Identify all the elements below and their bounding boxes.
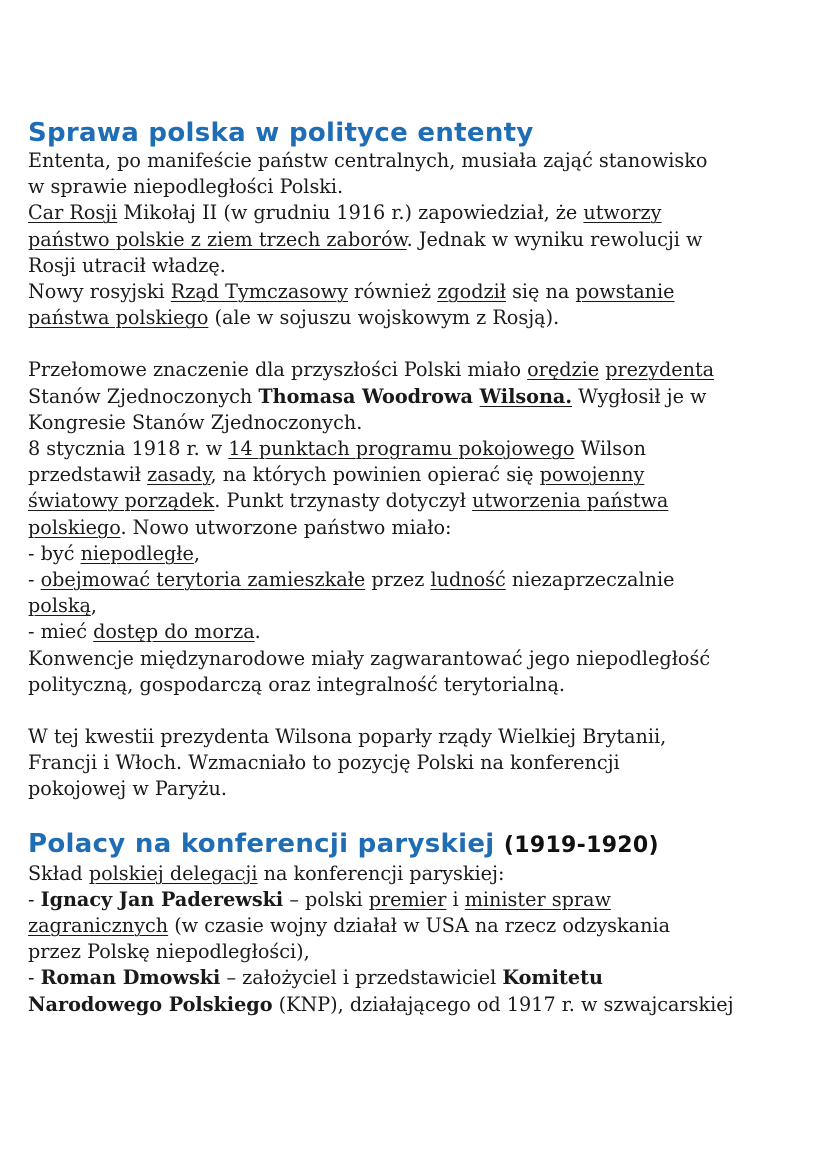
paragraph-line: państwo polskie z ziem trzech zaborów. Jednak w wyniku rewolucji w <box>28 227 703 251</box>
paragraph-line: 8 stycznia 1918 r. w 14 punktach programu pokojowego Wilson <box>28 437 646 461</box>
underlined-term: minister spraw <box>464 887 611 911</box>
underlined-term: polskiej delegacji <box>88 861 258 885</box>
underlined-term: zgodził <box>437 280 506 304</box>
bold-underlined-name: Wilsona. <box>479 384 573 408</box>
paragraph-line: Francji i Włoch. Wzmacniało to pozycję Polski na konferencji <box>28 751 620 775</box>
underlined-term: Car Rosji <box>28 201 118 225</box>
paragraph-line: polskiego. Nowo utworzone państwo miało: <box>28 515 452 539</box>
paragraph-line: pokojowej w Paryżu. <box>28 777 227 801</box>
underlined-term: światowy porządek <box>28 489 215 513</box>
heading-years: (1919-1920) <box>503 832 659 858</box>
paragraph-line: Przełomowe znaczenie dla przyszłości Polski miało orędzie prezydenta <box>28 358 715 382</box>
paragraph-line: Skład polskiej delegacji na konferencji paryskiej: <box>28 861 505 885</box>
paragraph-line: Rosji utracił władzę. <box>28 253 226 277</box>
paragraph-line: Nowy rosyjski Rząd Tymczasowy również zgodził się na powstanie <box>28 280 675 304</box>
paragraph-line: w sprawie niepodległości Polski. <box>28 175 344 199</box>
bold-name: Ignacy Jan Paderewski <box>40 887 284 911</box>
paragraph-line: polityczną, gospodarczą oraz integralność terytorialną. <box>28 672 565 696</box>
underlined-term: niepodległe <box>80 541 194 565</box>
underlined-term: dostęp do morza <box>93 620 255 644</box>
paragraph-line: Kongresie Stanów Zjednoczonych. <box>28 410 363 434</box>
underlined-term: powojenny <box>539 463 645 487</box>
underlined-term: prezydenta <box>605 358 715 382</box>
list-item-continuation: polską, <box>28 594 97 618</box>
list-item: - obejmować terytoria zamieszkałe przez ludność niezaprzeczalnie <box>28 568 675 592</box>
underlined-term: państwo polskie z ziem trzech zaborów <box>28 227 407 251</box>
underlined-term: polskiego <box>28 515 121 539</box>
underlined-term: utworzenia państwa <box>472 489 669 513</box>
underlined-term: polską <box>28 594 91 618</box>
list-item: - być niepodległe, <box>28 541 200 565</box>
underlined-term: powstanie <box>575 280 675 304</box>
paragraph-line: Car Rosji Mikołaj II (w grudniu 1916 r.) zapowiedział, że utworzy <box>28 201 662 225</box>
underlined-term: Rząd Tymczasowy <box>170 280 348 304</box>
underlined-term: utworzy <box>583 201 662 225</box>
underlined-term: ludność <box>430 568 506 592</box>
bold-name: Komitetu <box>502 966 603 990</box>
paragraph-line: Konwencje międzynarodowe miały zagwarantować jego niepodległość <box>28 646 711 670</box>
paragraph-line: przedstawił zasady, na których powinien opierać się powojenny <box>28 463 645 487</box>
paragraph-line: Ententa, po manifeście państw centralnych, musiała zająć stanowisko <box>28 149 708 172</box>
underlined-term: państwa polskiego <box>28 306 209 330</box>
underlined-term: obejmować terytoria zamieszkałe <box>40 568 366 592</box>
underlined-term: orędzie <box>527 358 600 382</box>
underlined-term: zasady <box>147 463 211 487</box>
list-item: - Ignacy Jan Paderewski – polski premier i minister spraw <box>28 887 611 911</box>
section-heading-paris-conference: Polacy na konferencji paryskiej (1919-1920) <box>28 828 659 859</box>
underlined-term: premier <box>368 887 447 911</box>
list-item: - Roman Dmowski – założyciel i przedstawiciel Komitetu <box>28 966 603 990</box>
list-item-continuation: przez Polskę niepodległości), <box>28 940 310 964</box>
underlined-term: 14 punktach programu pokojowego <box>228 437 575 461</box>
paragraph-line: W tej kwestii prezydenta Wilsona poparły rządy Wielkiej Brytanii, <box>28 725 667 749</box>
list-item-continuation: Narodowego Polskiego (KNP), działającego od 1917 r. w szwajcarskiej <box>28 992 734 1016</box>
paragraph-line: światowy porządek. Punkt trzynasty dotyczył utworzenia państwa <box>28 489 669 513</box>
bold-name: Thomasa Woodrowa <box>258 384 480 408</box>
section-heading-entente: Sprawa polska w polityce ententy <box>28 118 534 148</box>
document-page <box>28 118 808 1018</box>
underlined-term: zagranicznych <box>28 914 169 938</box>
paragraph-line: państwa polskiego (ale w sojuszu wojskowym z Rosją). <box>28 306 560 330</box>
bold-name: Narodowego Polskiego <box>28 992 273 1016</box>
list-item-continuation: zagranicznych (w czasie wojny działał w USA na rzecz odzyskania <box>28 914 671 938</box>
list-item: - mieć dostęp do morza. <box>28 620 261 644</box>
paragraph-line: Stanów Zjednoczonych Thomasa Woodrowa Wilsona. Wygłosił je w <box>28 384 707 408</box>
bold-name: Roman Dmowski <box>40 966 221 990</box>
